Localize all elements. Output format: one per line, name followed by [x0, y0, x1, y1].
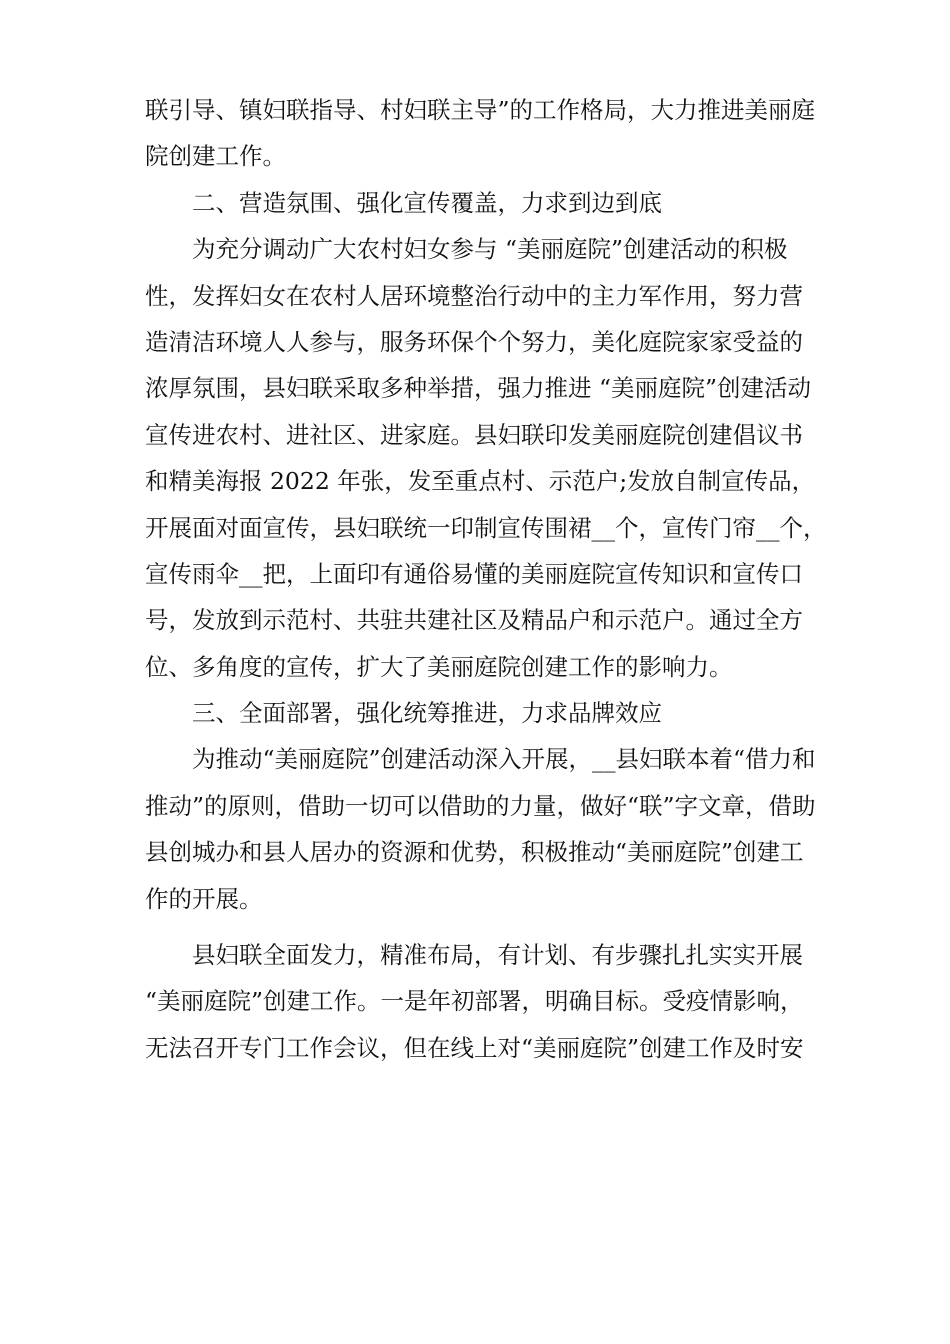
paragraph-line: 性，发挥妇女在农村人居环境整治行动中的主力军作用，努力营	[145, 281, 803, 310]
section-heading-3: 三、全面部署，强化统筹推进，力求品牌效应	[192, 699, 662, 728]
paragraph-line: 无法召开专门工作会议，但在线上对“美丽庭院”创建工作及时安	[145, 1033, 804, 1062]
paragraph-line: 作的开展。	[145, 884, 263, 913]
paragraph-line: 县创城办和县人居办的资源和优势，积极推动“美丽庭院”创建工	[145, 838, 804, 867]
paragraph-line: 和精美海报 2022 年张，发至重点村、示范户;发放自制宣传品，	[145, 467, 816, 496]
paragraph-line: 宣传雨伞__把，上面印有通俗易懂的美丽庭院宣传知识和宣传口	[145, 559, 803, 588]
paragraph-line: 为充分调动广大农村妇女参与 “美丽庭院”创建活动的积极	[192, 235, 788, 264]
paragraph-line: 院创建工作。	[145, 142, 286, 171]
paragraph-line: “美丽庭院”创建工作。一是年初部署，明确目标。受疫情影响，	[145, 987, 804, 1016]
paragraph-line: 造清洁环境人人参与，服务环保个个努力，美化庭院家家受益的	[145, 327, 803, 356]
paragraph-line: 开展面对面宣传，县妇联统一印制宣传围裙__个，宣传门帘__个，	[145, 513, 827, 542]
paragraph-line: 联引导、镇妇联指导、村妇联主导”的工作格局，大力推进美丽庭	[145, 96, 816, 124]
paragraph-line: 为推动“美丽庭院”创建活动深入开展，__县妇联本着“借力和	[192, 745, 816, 774]
document-body	[145, 87, 827, 1071]
paragraph-line: 位、多角度的宣传，扩大了美丽庭院创建工作的影响力。	[145, 652, 733, 681]
paragraph-gap	[145, 922, 815, 932]
paragraph-line: 浓厚氛围，县妇联采取多种举措，强力推进 “美丽庭院”创建活动	[145, 374, 811, 403]
paragraph-line: 推动”的原则，借助一切可以借助的力量，做好“联”字文章，借助	[145, 791, 816, 820]
section-heading-2: 二、营造氛围、强化宣传覆盖，力求到边到底	[192, 188, 662, 217]
paragraph-line: 县妇联全面发力，精准布局，有计划、有步骤扎扎实实开展	[192, 941, 803, 970]
paragraph-line: 宣传进农村、进社区、进家庭。县妇联印发美丽庭院创建倡议书	[145, 420, 803, 449]
paragraph-line: 号，发放到示范村、共驻共建社区及精品户和示范户。通过全方	[145, 606, 803, 635]
